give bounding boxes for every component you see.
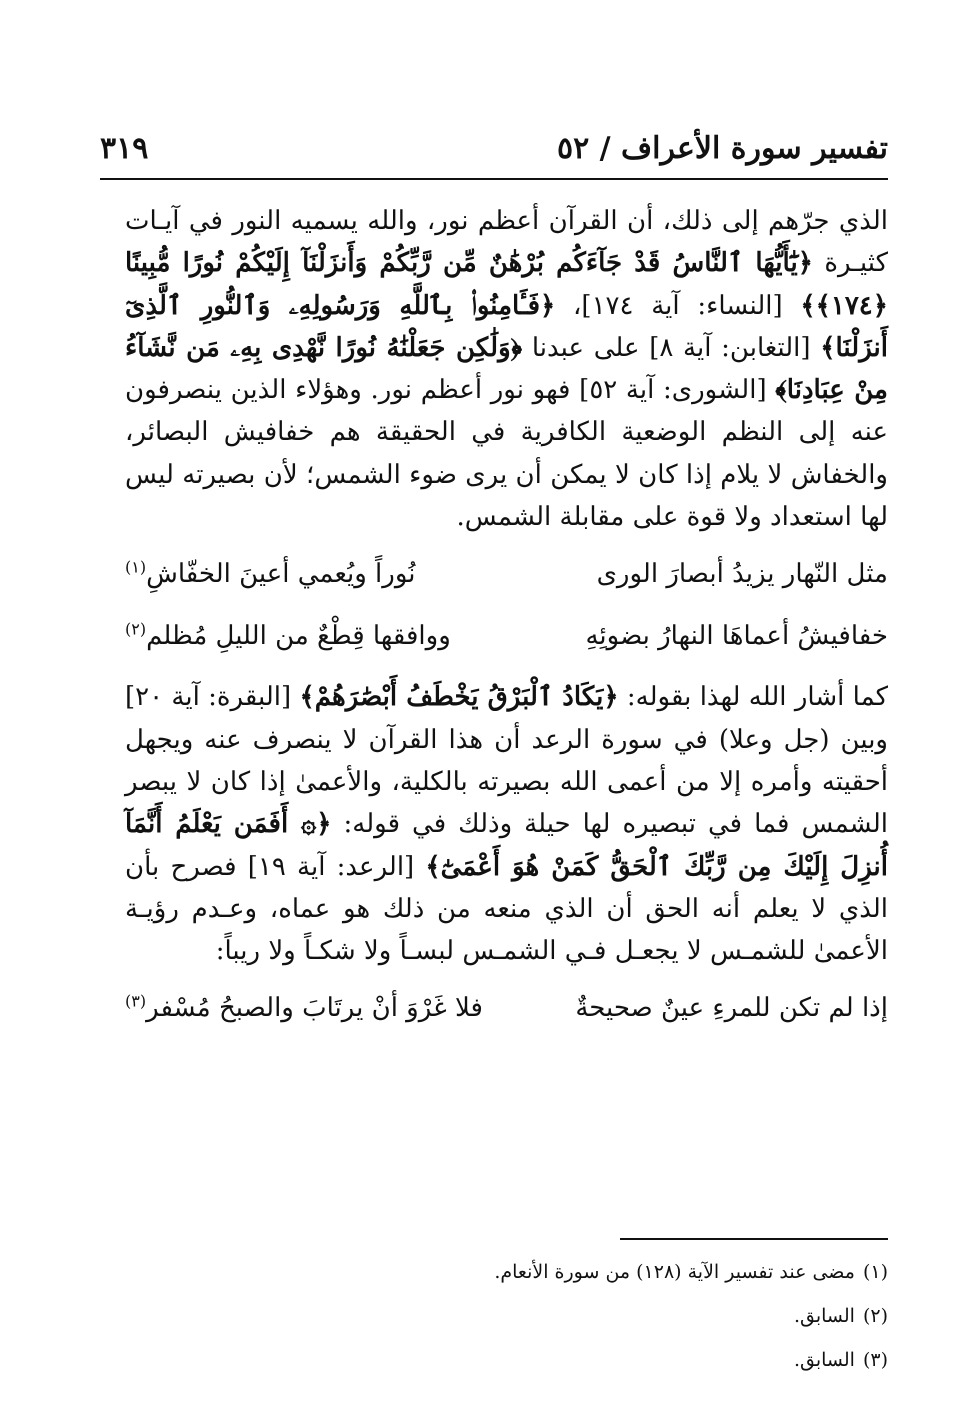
main-text [125, 200, 888, 1048]
footnote-number: (١) [862, 1261, 888, 1283]
poetry-block-2 [125, 982, 888, 1034]
poetry-block-1 [125, 548, 888, 662]
verse-hemistich-left [125, 610, 451, 662]
text-segment: [البقرة: آية ٢٠] وبين (جل وعلا) في سورة الرعد أن هذا القرآن لا ينصرف عنه ويجهل أحقيته وأمره إلا من أعمى الله بصيرته بالكلية، والأعمىٰ إذا كان لا يبصر الشمس فما في تبصيره لها حيلة وذلك في قوله: [125, 682, 889, 840]
footnote-text: مضى عند تفسير الآية (١٢٨) من سورة الأنعام. [494, 1261, 855, 1283]
quran-quote: ﴿وَلَٰكِن جَعَلْنَٰهُ نُورًا نَّهْدِى بِهِۦ مَن نَّشَآءُ مِنْ عِبَادِنَا﴾ [125, 332, 888, 406]
footnote-ref: (٢) [125, 619, 147, 639]
hemistich-text: ووافقها قِطْعٌ من الليلِ مُظلم [146, 621, 451, 652]
hemistich-text: نُوراً ويُعمي أعينَ الخفّاشِ [146, 559, 416, 590]
verse-hemistich-right: مثل النّهار يزيدُ أبصارَ الورى [596, 559, 888, 590]
footnote-ref: (١) [125, 557, 147, 577]
quran-quote: ﴿يَٰٓأَيُّهَا ٱلنَّاسُ قَدْ جَآءَكُم بُرْهَٰنٌ مِّن رَّبِّكُمْ وَأَنزَلْنَآ إِلَيْكُمْ نُورًا مُّبِينًا ﴿١٧٤﴾﴾ [125, 248, 888, 321]
text-segment: [الشورى: آية ٥٢] فهو نور أعظم نور. وهؤلاء الذين ينصرفون عنه إلى النظم الوضعية الكافرية في الحقيقة هم خفافيش البصائر، والخفاش لا يلام إذا كان لا يمكن أن يرى ضوء الشمس؛ لأن بصيرته ليس لها استعداد ولا قوة على مقابلة الشمس. [125, 375, 888, 533]
running-header [100, 118, 888, 178]
footnote-text: السابق. [793, 1349, 855, 1371]
page-number: ٣١٩ [100, 130, 149, 166]
footnote-separator [620, 1238, 888, 1240]
text-segment: [الرعد: آية ١٩] فصرح بأن الذي لا يعلم أنه الحق أن الذي منعه من ذلك هو عماه، وعـدم رؤيـة الأعمىٰ للشمـس لا يجعـل فـي الشمـس لبسـاً ولا شكـاً ولا ريباً: [125, 851, 888, 967]
footnote-number: (٢) [862, 1305, 888, 1327]
footnote-1 [125, 1250, 888, 1294]
footnote-3 [125, 1338, 888, 1382]
quran-quote: ﴿فَـَٔامِنُوا۟ بِٱللَّهِ وَرَسُولِهِۦ وَٱلنُّورِ ٱلَّذِىٓ أَنزَلْنَا﴾ [125, 290, 888, 363]
verse-line [125, 548, 888, 600]
verse-line [125, 610, 888, 662]
quran-quote: ﴿يَكَادُ ٱلْبَرْقُ يَخْطَفُ أَبْصَٰرَهُمْ﴾ [299, 682, 619, 713]
text-segment: كما أشار الله لهذا بقوله: [618, 682, 888, 713]
footnotes [125, 1250, 888, 1382]
paragraph-1 [125, 200, 888, 538]
text-segment: الذي جرّهم إلى ذلك، أن القرآن أعظم نور، والله يسميه النور في آيـات كثيـرة [125, 206, 888, 279]
footnote-2 [125, 1294, 888, 1338]
verse-line [125, 982, 888, 1034]
verse-hemistich-left [125, 548, 416, 600]
text-segment: [التغابن: آية ٨] على عبدنا [522, 332, 821, 363]
verse-hemistich-left [125, 982, 483, 1034]
paragraph-2 [125, 676, 888, 972]
footnote-text: السابق. [793, 1305, 855, 1327]
hemistich-text: فلا غَرْوَ أنْ يرتَابَ والصبحُ مُسْفر [146, 993, 483, 1024]
footnote-ref: (٣) [125, 991, 147, 1011]
text-segment: [النساء: آية ١٧٤]، [555, 290, 801, 321]
verse-hemistich-right: إذا لم تكن للمرءِ عينٌ صحيحةٌ [575, 993, 888, 1024]
header-rule [100, 178, 888, 180]
verse-hemistich-right: خفافيشُ أعماهَا النهارُ بضوئِهِ [585, 621, 888, 652]
quran-quote: ﴿۞ أَفَمَن يَعْلَمُ أَنَّمَآ أُنزِلَ إِلَيْكَ مِن رَّبِّكَ ٱلْحَقُّ كَمَنْ هُوَ أَعْمَىٰٓ﴾ [125, 809, 888, 882]
footnote-number: (٣) [862, 1349, 888, 1371]
running-title: تفسير سورة الأعراف / ٥٢ [556, 130, 888, 166]
